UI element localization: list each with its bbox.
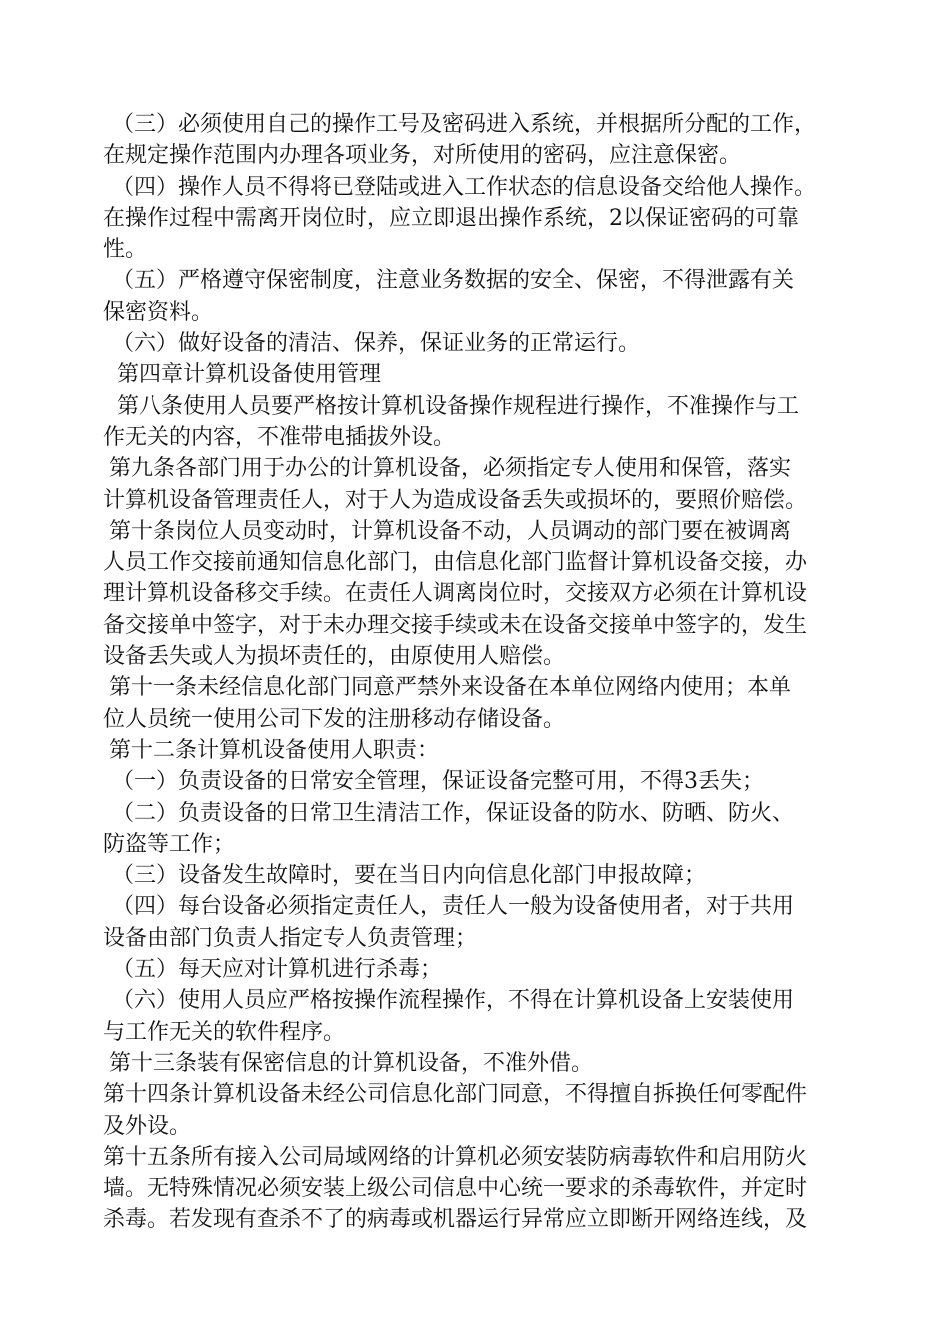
text-line: （三）设备发生故障时，要在当日内向信息化部门申报故障； [112, 863, 707, 889]
text-line: （五）每天应对计算机进行杀毒； [112, 957, 443, 983]
text-line: 第十条岗位人员变动时，计算机设备不动，人员调动的部门要在被调离 [109, 518, 792, 544]
text-line: （四）操作人员不得将已登陆或进入工作状态的信息设备交给他人操作。 [112, 174, 817, 200]
text-line: 设备丢失或人为损坏责任的，由原使用人赔偿。 [103, 644, 566, 670]
text-line: 与工作无关的软件程序。 [103, 1019, 346, 1045]
text-line: 备交接单中签字，对于未办理交接手续或未在设备交接单中签字的，发生 [103, 612, 808, 638]
text-line: 第十一条未经信息化部门同意严禁外来设备在本单位网络内使用；本单 [109, 675, 792, 701]
text-line: 计算机设备管理责任人，对于人为造成设备丢失或损坏的，要照价赔偿。 [103, 487, 808, 513]
text-line: 在操作过程中需离开岗位时，应立即退出操作系统，2以保证密码的可靠 [103, 205, 799, 231]
text-line: （五）严格遵守保密制度，注意业务数据的安全、保密，不得泄露有关 [112, 268, 795, 294]
text-line: 作无关的内容，不准带电插拔外设。 [103, 424, 456, 450]
text-line: （四）每台设备必须指定责任人，责任人一般为设备使用者，对于共用 [112, 894, 795, 920]
text-line: 在规定操作范围内办理各项业务，对所使用的密码，应注意保密。 [103, 143, 742, 169]
text-line: 防盗等工作； [103, 831, 236, 857]
text-line: 墙。无特殊情况必须安装上级公司信息中心统一要求的杀毒软件，并定时 [103, 1176, 808, 1202]
section-heading: 第四章计算机设备使用管理 [117, 362, 382, 388]
text-line: 第九条各部门用于办公的计算机设备，必须指定专人使用和保管，落实 [109, 456, 792, 482]
text-line: （六）使用人员应严格按操作流程操作，不得在计算机设备上安装使用 [112, 988, 795, 1014]
text-line: （三）必须使用自己的操作工号及密码进入系统，并根据所分配的工作， [112, 112, 817, 137]
text-line: 及外设。 [103, 1113, 192, 1139]
text-line: 理计算机设备移交手续。在责任人调离岗位时，交接双方必须在计算机设 [103, 581, 808, 607]
text-line: 第十五条所有接入公司局域网络的计算机必须安装防病毒软件和启用防火 [103, 1144, 808, 1170]
text-line: 保密资料。 [103, 299, 214, 325]
text-line: （二）负责设备的日常卫生清洁工作，保证设备的防水、防晒、防火、 [112, 800, 795, 826]
text-line: 第八条使用人员要严格按计算机设备操作规程进行操作，不准操作与工 [117, 393, 800, 419]
text-line: 杀毒。若发现有查杀不了的病毒或机器运行异常应立即断开网络连线，及 [103, 1207, 808, 1233]
text-line: 人员工作交接前通知信息化部门，由信息化部门监督计算机设备交接，办 [103, 550, 808, 576]
text-line: 第十四条计算机设备未经公司信息化部门同意，不得擅自拆换任何零配件 [103, 1082, 808, 1108]
text-line: 第十二条计算机设备使用人职责： [109, 737, 440, 763]
text-line: 设备由部门负责人指定专人负责管理； [103, 925, 478, 951]
document-body [103, 109, 853, 1236]
text-line: 性。 [103, 237, 148, 263]
text-line: （六）做好设备的清洁、保养，保证业务的正常运行。 [112, 331, 641, 357]
text-line: 位人员统一使用公司下发的注册移动存储设备。 [103, 706, 566, 732]
text-line: （一）负责设备的日常安全管理，保证设备完整可用，不得3丢失； [112, 769, 764, 795]
text-line: 第十三条装有保密信息的计算机设备，不准外借。 [109, 1050, 594, 1076]
